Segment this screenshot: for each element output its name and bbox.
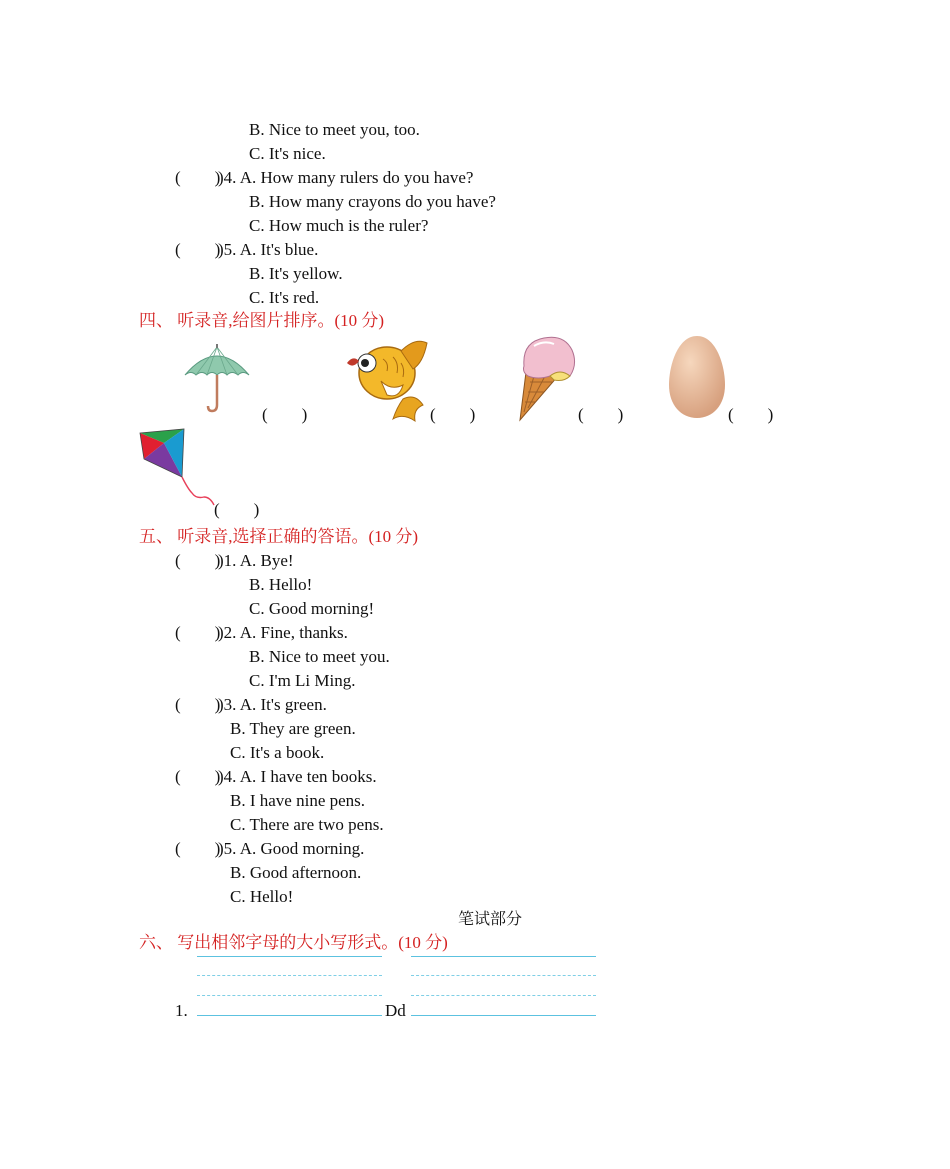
ice-cream-answer-blank[interactable]: ( ) — [578, 405, 624, 424]
s6-item-number: 1. — [175, 1001, 188, 1020]
s6-given-letter: Dd — [385, 1001, 406, 1020]
s5-q2-option-c: C. I'm Li Ming. — [249, 671, 356, 690]
s5-q5-option-c: C. Hello! — [230, 887, 294, 906]
q5-option-c: C. It's red. — [249, 288, 320, 307]
fish-icon — [343, 333, 431, 423]
fish-answer-blank[interactable]: ( ) — [430, 405, 476, 424]
s5-q4-answer-blank[interactable]: ( ) — [175, 767, 221, 786]
egg-answer-blank[interactable]: ( ) — [728, 405, 774, 424]
s5-q1-option-b: B. Hello! — [249, 575, 313, 594]
s5-q4-option-b: B. I have nine pens. — [230, 791, 366, 810]
s5-q2-option-a: )2. A. Fine, thanks. — [218, 623, 348, 642]
egg-icon — [668, 335, 726, 419]
q3-option-b: B. Nice to meet you, too. — [249, 120, 420, 139]
q5-option-a: )5. A. It's blue. — [218, 240, 319, 259]
section6-title: 六、 写出相邻字母的大小写形式。(10 分) — [139, 933, 448, 952]
q5-option-b: B. It's yellow. — [249, 264, 343, 283]
s5-q1-answer-blank[interactable]: ( ) — [175, 551, 221, 570]
s5-q4-option-c: C. There are two pens. — [230, 815, 384, 834]
s5-q5-option-b: B. Good afternoon. — [230, 863, 362, 882]
q4-option-a: )4. A. How many rulers do you have? — [218, 168, 474, 187]
s5-q3-option-a: )3. A. It's green. — [218, 695, 327, 714]
s5-q4-option-a: )4. A. I have ten books. — [218, 767, 377, 786]
s5-q3-option-b: B. They are green. — [230, 719, 356, 738]
s5-q1-option-a: )1. A. Bye! — [218, 551, 294, 570]
q3-option-c: C. It's nice. — [249, 144, 326, 163]
kite-answer-blank[interactable]: ( ) — [214, 500, 260, 519]
section5-title: 五、 听录音,选择正确的答语。(10 分) — [139, 527, 419, 546]
written-part-heading: 笔试部分 — [458, 909, 523, 928]
q5-answer-blank[interactable]: ( ) — [175, 240, 221, 259]
umbrella-icon — [182, 343, 252, 415]
s5-q2-option-b: B. Nice to meet you. — [249, 647, 390, 666]
s5-q5-option-a: )5. A. Good morning. — [218, 839, 365, 858]
s5-q3-option-c: C. It's a book. — [230, 743, 325, 762]
q4-option-b: B. How many crayons do you have? — [249, 192, 496, 211]
q4-answer-blank[interactable]: ( ) — [175, 168, 221, 187]
s5-q2-answer-blank[interactable]: ( ) — [175, 623, 221, 642]
s5-q3-answer-blank[interactable]: ( ) — [175, 695, 221, 714]
s5-q5-answer-blank[interactable]: ( ) — [175, 839, 221, 858]
umbrella-answer-blank[interactable]: ( ) — [262, 405, 308, 424]
q4-option-c: C. How much is the ruler? — [249, 216, 429, 235]
ice-cream-icon — [514, 332, 580, 422]
s5-q1-option-c: C. Good morning! — [249, 599, 375, 618]
section4-title: 四、 听录音,给图片排序。(10 分) — [139, 311, 385, 330]
kite-icon — [138, 427, 218, 507]
